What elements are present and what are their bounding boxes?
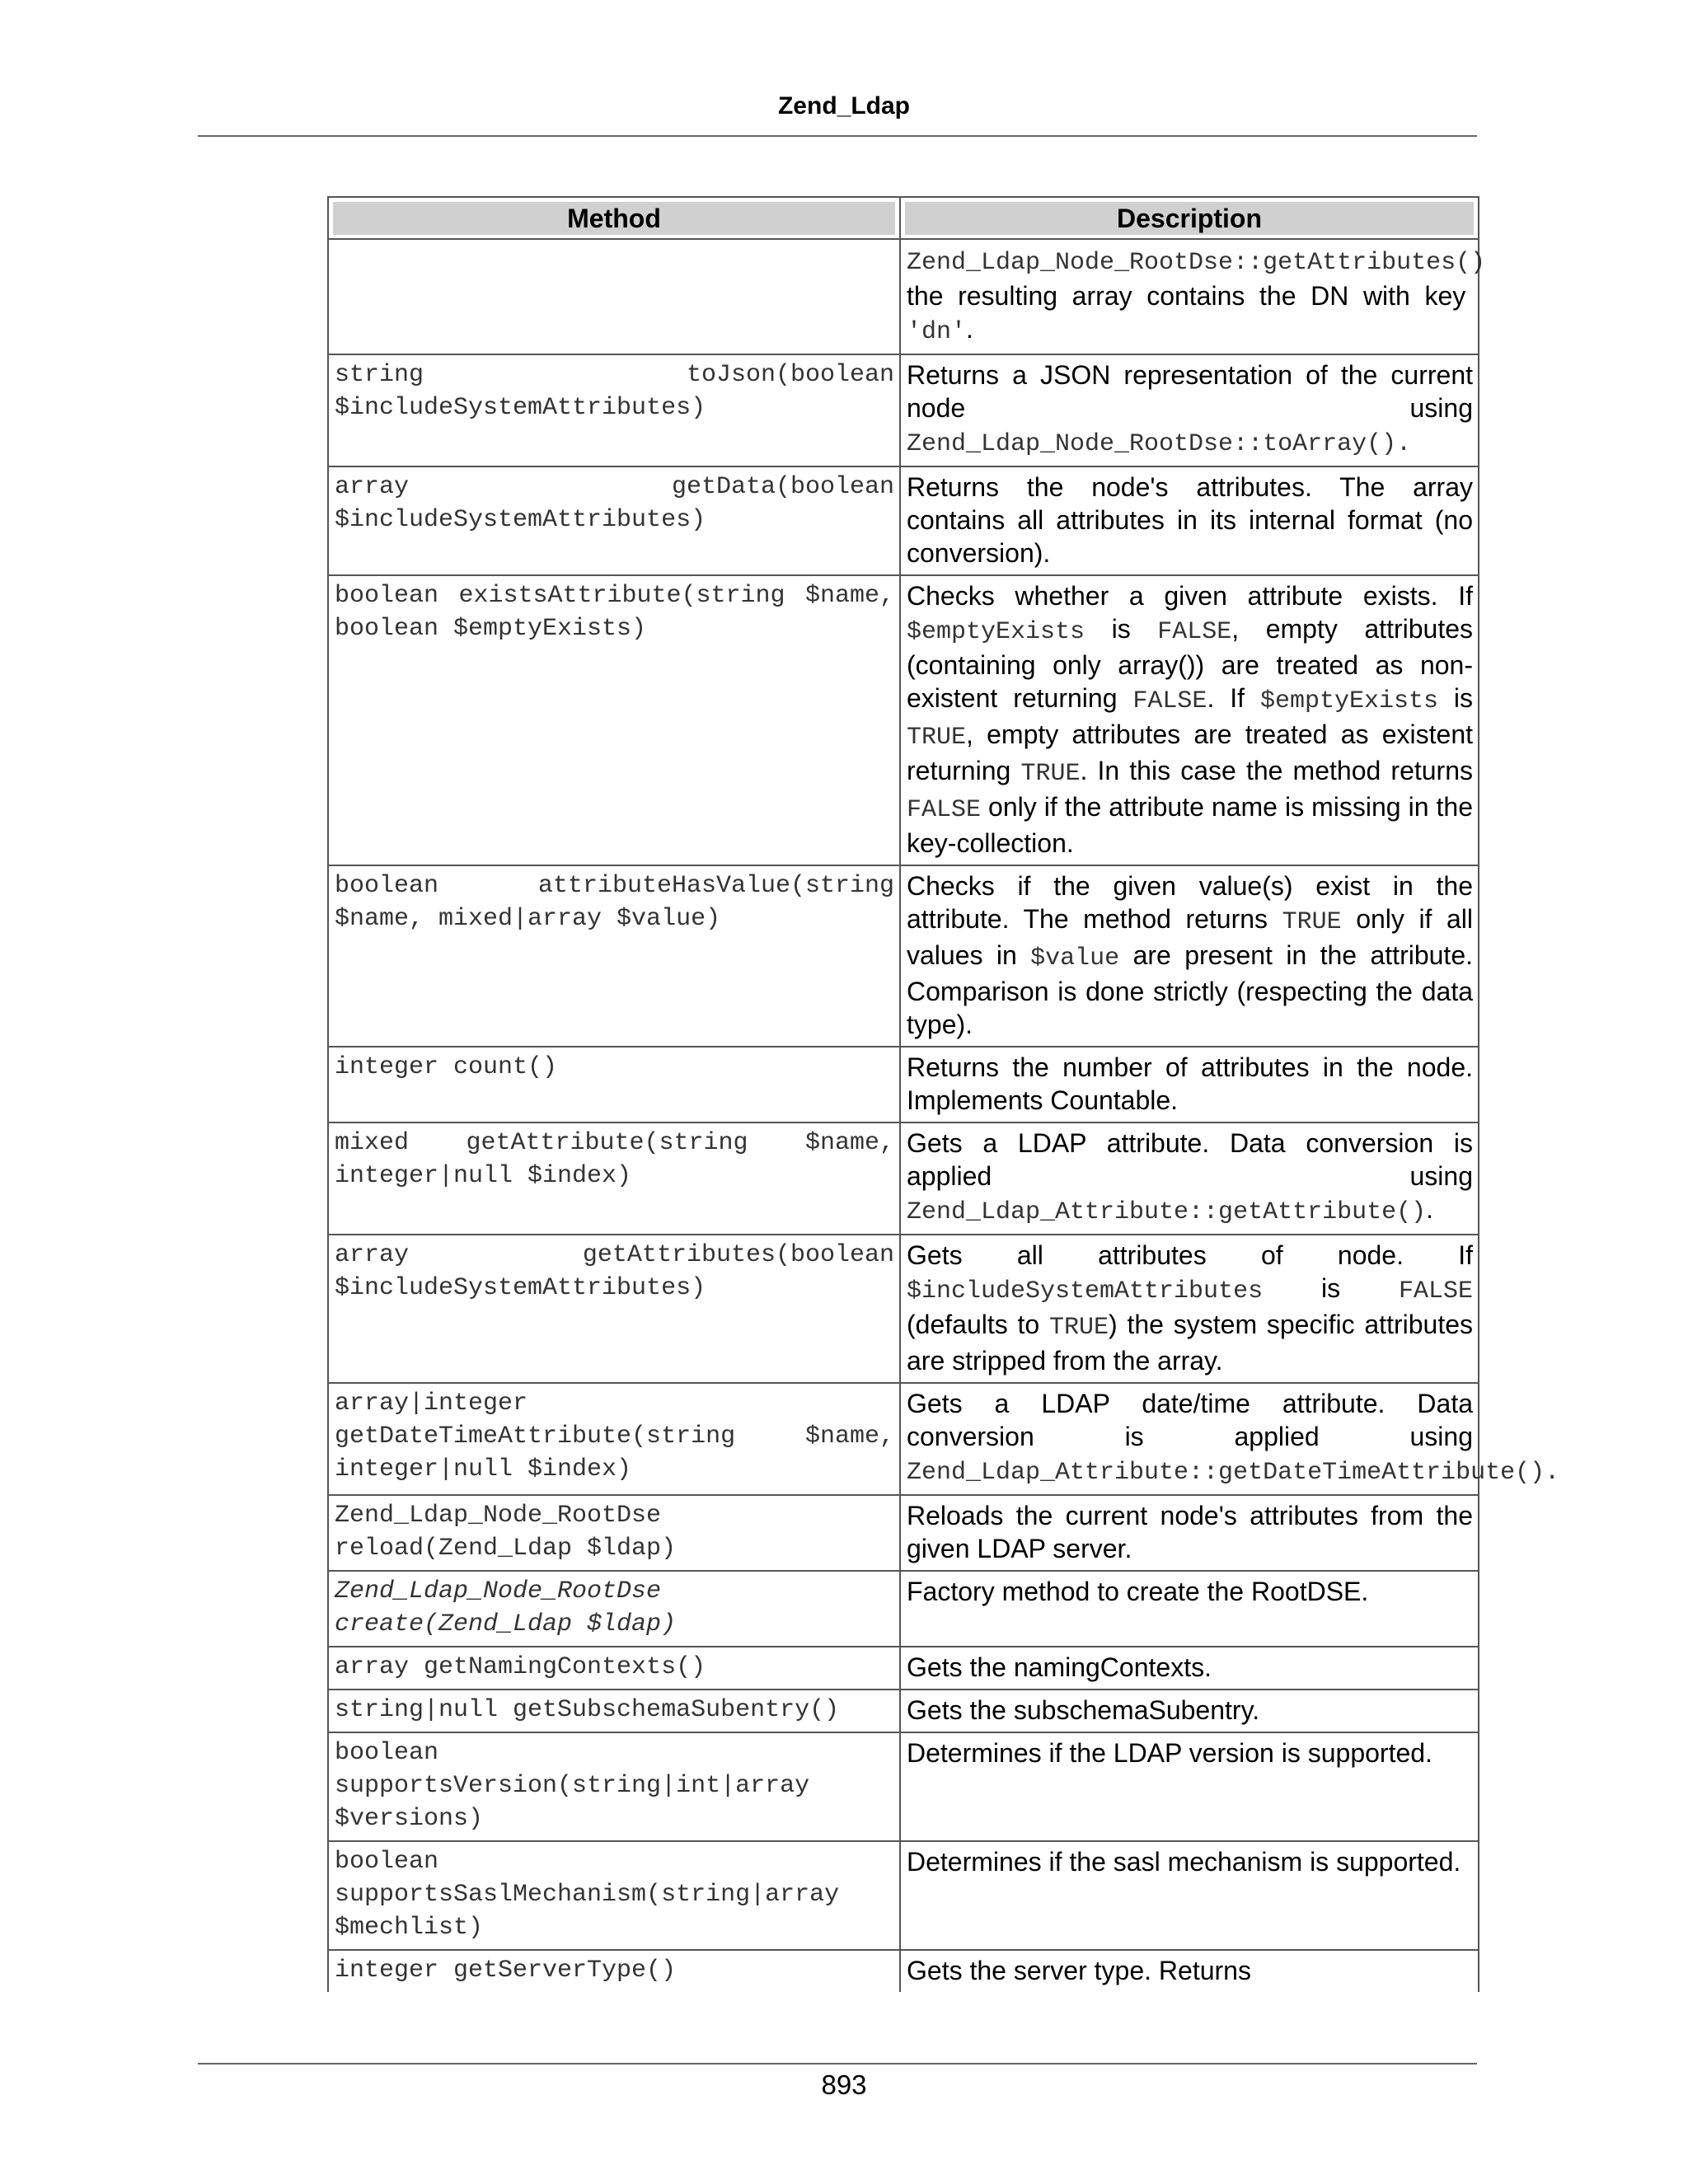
method-column-header: [327, 196, 901, 240]
table-row: [327, 1842, 1479, 1951]
description-cell: [901, 1235, 1479, 1384]
method-description: [907, 1051, 1473, 1117]
code-fragment: 'dn': [907, 318, 967, 346]
description-column-header: [901, 196, 1479, 240]
description-text: Reloads the current node's attributes from the given LDAP server.: [907, 1501, 1473, 1563]
description-cell: [901, 355, 1479, 467]
method-description: [907, 1694, 1473, 1727]
code-fragment: $emptyExists: [907, 618, 1085, 646]
method-cell: [327, 866, 901, 1047]
description-cell: [901, 1842, 1479, 1951]
description-text: , empty attributes (containing only array()) are treated as non-existent returning: [907, 614, 1474, 713]
table-row: [327, 1951, 1479, 1992]
method-signature: array|integer getDateTimeAttribute(string $name, integer|null $index): [335, 1390, 894, 1483]
method-signature: Zend_Ldap_Node_RootDse create(Zend_Ldap $ldap): [335, 1577, 677, 1638]
method-description: [907, 1575, 1473, 1608]
method-table-container: [327, 196, 1560, 1985]
method-signature: integer getServerType(): [335, 1957, 677, 1985]
description-text: , empty attributes are treated as existent returning: [907, 719, 1473, 785]
description-text: .: [966, 314, 973, 344]
table-row: [327, 1733, 1479, 1842]
code-fragment: TRUE: [1049, 1314, 1109, 1342]
code-fragment: $includeSystemAttributes: [907, 1277, 1264, 1305]
method-description: [907, 1736, 1473, 1769]
description-text: Gets the subschemaSubentry.: [907, 1695, 1260, 1725]
description-text: Determines if the sasl mechanism is supported.: [907, 1847, 1461, 1877]
code-fragment: Zend_Ldap_Attribute::getDateTimeAttribute().: [907, 1459, 1560, 1487]
method-signature: boolean supportsVersion(string|int|array $versions): [335, 1739, 810, 1833]
description-cell: [901, 866, 1479, 1047]
method-description: [907, 471, 1473, 569]
method-signature: string toJson(boolean $includeSystemAttributes): [335, 361, 894, 422]
method-description: [907, 1127, 1473, 1229]
method-signature: boolean supportsSaslMechanism(string|array $mechlist): [335, 1848, 840, 1942]
description-text: Gets a LDAP date/time attribute. Data conversion is applied using: [907, 1389, 1473, 1451]
method-cell: [327, 1647, 901, 1690]
description-text: only if all values in: [907, 904, 1474, 970]
method-cell: [327, 1842, 901, 1951]
description-text: Returns the number of attributes in the node. Implements Countable.: [907, 1052, 1473, 1115]
code-fragment: $value: [1030, 944, 1120, 972]
code-fragment: FALSE: [1132, 687, 1207, 715]
table-row: [327, 866, 1479, 1047]
code-fragment: TRUE: [907, 724, 967, 752]
description-cell: [901, 1733, 1479, 1842]
table-row: [327, 1690, 1479, 1733]
table-row: [327, 1572, 1479, 1647]
method-cell: [327, 1123, 901, 1235]
code-fragment: FALSE: [1157, 618, 1232, 646]
method-description: [907, 579, 1473, 860]
description-text: .: [1426, 1194, 1433, 1224]
table-body: [327, 240, 1560, 1992]
method-cell: [327, 467, 901, 576]
method-description: [907, 1845, 1473, 1878]
method-cell: [327, 1572, 901, 1647]
table-row: [327, 1123, 1479, 1235]
page-header-title: Zend_Ldap: [777, 92, 910, 120]
description-header-label: Description: [905, 202, 1474, 235]
method-description: [907, 243, 1486, 349]
description-text: Gets the namingContexts.: [907, 1652, 1212, 1682]
method-signature: mixed getAttribute(string $name, integer|null $index): [335, 1129, 894, 1190]
description-text: Returns the node's attributes. The array contains all attributes in its internal format (no conversion).: [907, 472, 1473, 568]
table-row: [327, 576, 1479, 866]
method-description: [907, 359, 1473, 461]
method-signature: Zend_Ldap_Node_RootDse reload(Zend_Ldap $ldap): [335, 1502, 677, 1563]
description-text: Returns a JSON representation of the current node using: [907, 360, 1473, 423]
method-description: [907, 1651, 1473, 1684]
code-fragment: FALSE: [907, 796, 982, 824]
table-row: [327, 1047, 1479, 1123]
description-text: Checks if the given value(s) exist in the attribute. The method returns: [907, 871, 1473, 934]
method-signature: array getAttributes(boolean $includeSystemAttributes): [335, 1241, 894, 1302]
method-cell: [327, 1384, 901, 1496]
code-fragment: TRUE: [1020, 760, 1081, 788]
description-text: Gets a LDAP attribute. Data conversion is applied using: [907, 1128, 1473, 1191]
code-fragment: $emptyExists: [1259, 687, 1438, 715]
description-text: Checks whether a given attribute exists. If: [907, 581, 1473, 611]
method-signature: array getData(boolean $includeSystemAttributes): [335, 473, 894, 534]
method-cell: [327, 240, 901, 355]
description-text: . In this case the method returns: [1080, 756, 1474, 785]
description-cell: [901, 1384, 1560, 1496]
method-cell: [327, 1690, 901, 1733]
table-row: [327, 240, 1479, 355]
description-cell: [901, 1572, 1479, 1647]
description-cell: [901, 240, 1486, 355]
table-row: [327, 1496, 1479, 1572]
method-signature: array getNamingContexts(): [335, 1653, 706, 1681]
description-text: is: [1438, 683, 1474, 713]
description-cell: [901, 576, 1479, 866]
method-cell: [327, 1496, 901, 1572]
footer-rule: [198, 2063, 1477, 2064]
description-text: only if the attribute name is missing in the key-collection.: [907, 792, 1473, 858]
method-table: [327, 196, 1560, 1992]
method-cell: [327, 1733, 901, 1842]
code-fragment: FALSE: [1398, 1277, 1473, 1305]
method-description: [907, 1954, 1473, 1987]
description-cell: [901, 467, 1479, 576]
method-cell: [327, 355, 901, 467]
description-text: ) the system specific attributes are stripped from the array.: [907, 1310, 1474, 1376]
code-fragment: Zend_Ldap_Node_RootDse::toArray().: [907, 430, 1412, 458]
description-text: Gets the server type. Returns: [907, 1956, 1251, 1985]
table-header-row: [327, 196, 1479, 240]
method-signature: boolean existsAttribute(string $name, boolean $emptyExists): [335, 582, 894, 643]
method-cell: [327, 576, 901, 866]
method-signature: string|null getSubschemaSubentry(): [335, 1696, 840, 1724]
table-row: [327, 467, 1479, 576]
description-cell: [901, 1123, 1479, 1235]
method-description: [907, 869, 1473, 1041]
method-cell: [327, 1951, 901, 1992]
table-row: [327, 355, 1479, 467]
description-cell: [901, 1647, 1479, 1690]
table-row: [327, 1647, 1479, 1690]
description-text: Determines if the LDAP version is supported.: [907, 1738, 1432, 1768]
description-text: are present in the attribute. Comparison is done strictly (respecting the data type).: [907, 940, 1474, 1039]
method-cell: [327, 1047, 901, 1123]
method-header-label: Method: [333, 202, 895, 235]
method-description: [907, 1239, 1473, 1377]
description-text: . If: [1207, 683, 1260, 713]
method-cell: [327, 1235, 901, 1384]
header-rule: [198, 135, 1477, 137]
code-fragment: Zend_Ldap_Attribute::getAttribute(): [907, 1198, 1427, 1226]
table-row: [327, 1235, 1479, 1384]
code-fragment: Zend_Ldap_Node_RootDse::getAttributes(): [907, 249, 1486, 277]
description-text: Gets all attributes of node. If: [907, 1240, 1473, 1270]
description-text: is: [1085, 614, 1158, 644]
description-text: Factory method to create the RootDSE.: [907, 1577, 1369, 1606]
method-signature: boolean attributeHasValue(string $name, mixed|array $value): [335, 872, 894, 933]
description-cell: [901, 1496, 1479, 1572]
code-fragment: TRUE: [1282, 908, 1342, 936]
method-description: [907, 1387, 1560, 1489]
method-signature: integer count(): [335, 1053, 558, 1081]
method-description: [907, 1499, 1473, 1565]
description-text: (defaults to: [907, 1310, 1050, 1339]
description-cell: [901, 1690, 1479, 1733]
table-row: [327, 1384, 1479, 1496]
description-text: is: [1263, 1273, 1399, 1303]
description-cell: [901, 1047, 1479, 1123]
description-cell: [901, 1951, 1479, 1992]
page-number: 893: [821, 2069, 867, 2100]
description-text: the resulting array contains the DN with key: [907, 281, 1466, 311]
